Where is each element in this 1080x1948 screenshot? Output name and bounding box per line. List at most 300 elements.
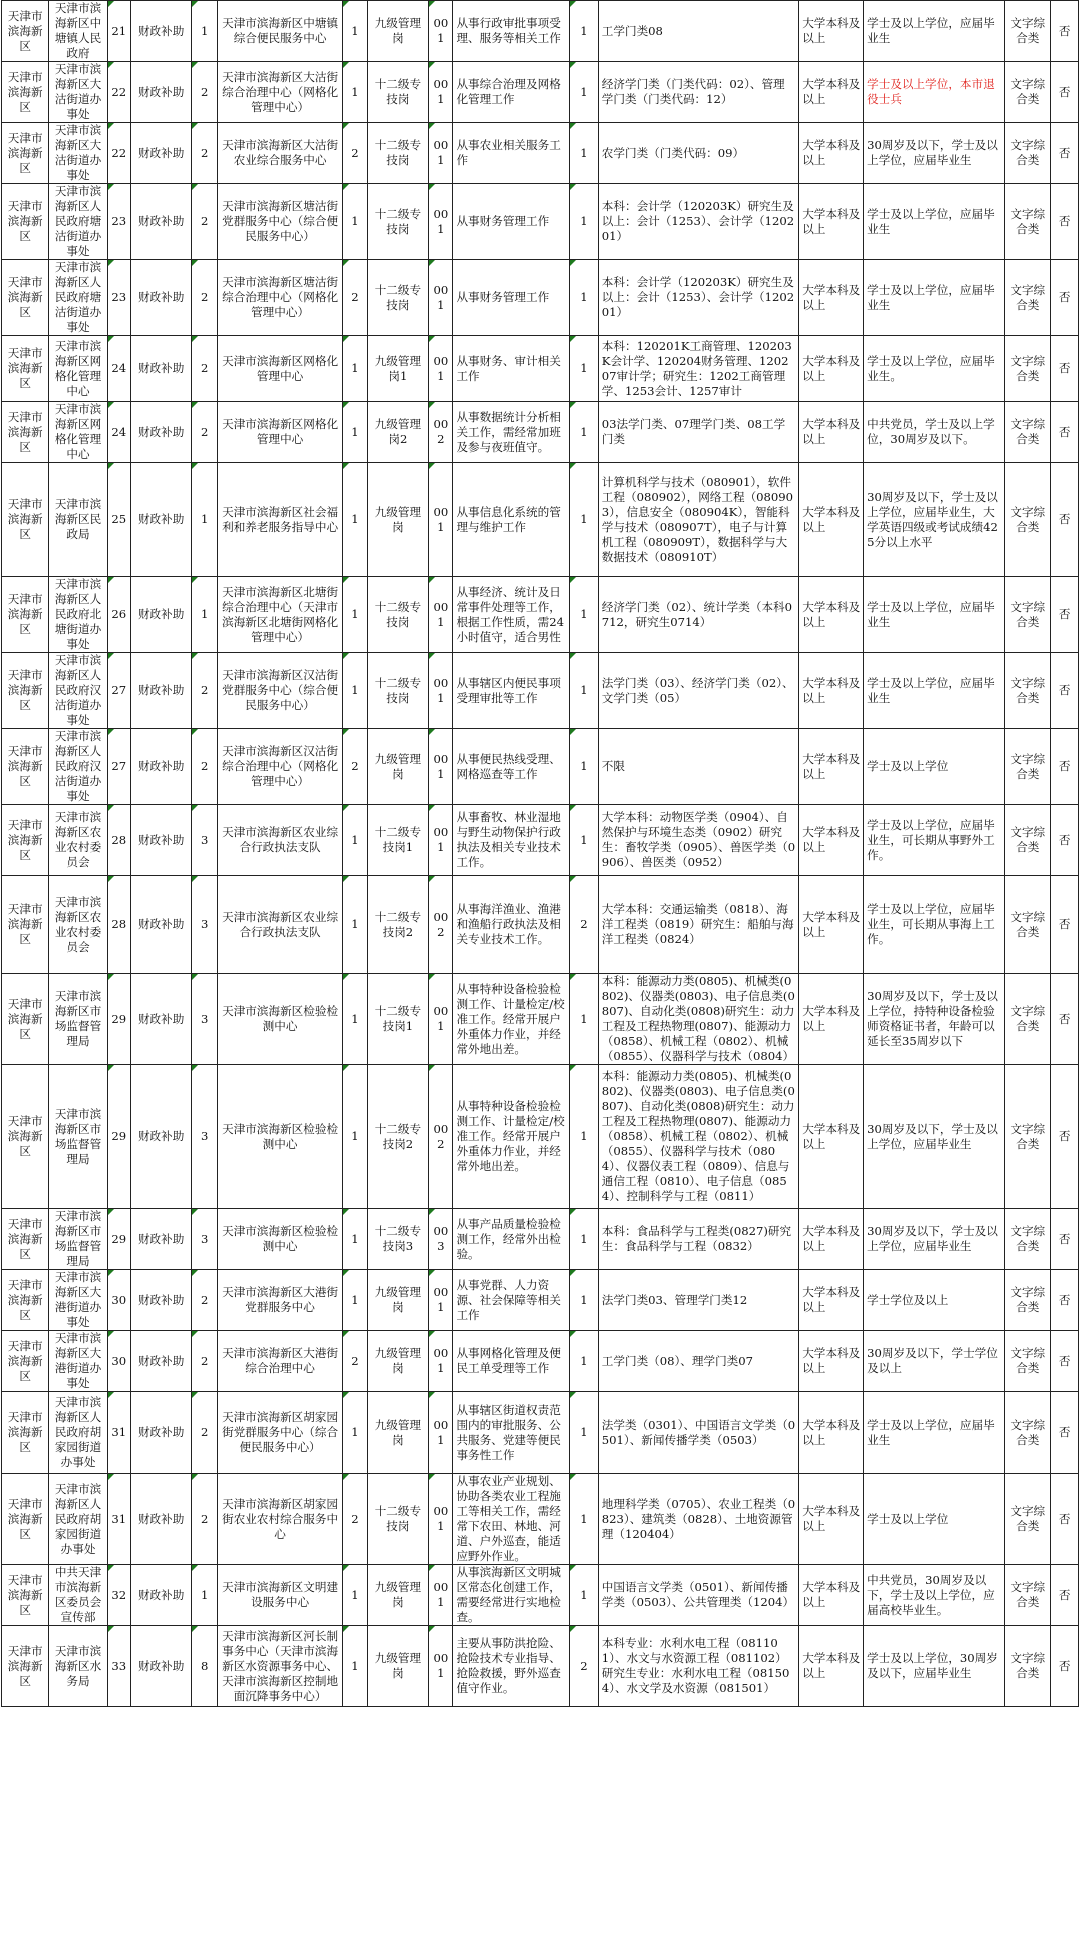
position-cell: 九级管理岗2: [367, 402, 429, 463]
unit-name-cell: 天津市滨海新区网格化管理中心: [217, 336, 343, 402]
department-code-cell: 26: [107, 577, 130, 653]
table-row: [2, 123, 1079, 184]
education-cell: 大学本科及以上: [799, 729, 864, 805]
position-code-cell: 001: [429, 123, 453, 184]
funding-cell: 财政补助: [130, 1474, 192, 1565]
headcount-cell: 1: [570, 402, 599, 463]
exam-category-cell: 文字综合类: [1005, 876, 1051, 974]
department-cell: 天津市滨海新区网格化管理中心: [49, 402, 107, 463]
position-code-cell: 001: [429, 1626, 453, 1707]
requirements-cell: 中共党员，30周岁及以下，学士及以上学位，应届高校毕业生。: [864, 1565, 1005, 1626]
department-cell: 天津市滨海新区民政局: [49, 463, 107, 577]
unit-name-cell: 天津市滨海新区中塘镇综合便民服务中心: [217, 1, 343, 62]
position-code-cell: 001: [429, 1331, 453, 1392]
department-cell: 天津市滨海新区水务局: [49, 1626, 107, 1707]
exam-category-cell: 文字综合类: [1005, 123, 1051, 184]
funding-cell: 财政补助: [130, 123, 192, 184]
major-cell: 本科：食品科学与工程类(0827)研究生：食品科学与工程（0832）: [598, 1209, 798, 1270]
unit-name-cell: 天津市滨海新区文明建设服务中心: [217, 1565, 343, 1626]
funding-cell: 财政补助: [130, 1, 192, 62]
position-cell: 九级管理岗1: [367, 336, 429, 402]
requirements-cell: 30周岁及以下，学士及以上学位，应届毕业生: [864, 123, 1005, 184]
duties-cell: 从事网格化管理及便民工单受理等工作: [453, 1331, 570, 1392]
department-code-cell: 28: [107, 805, 130, 876]
position-code-cell: 001: [429, 336, 453, 402]
requirements-cell: 学士及以上学位: [864, 1474, 1005, 1565]
education-cell: 大学本科及以上: [799, 805, 864, 876]
region-cell: 天津市滨海新区: [2, 1626, 49, 1707]
funding-cell: 财政补助: [130, 336, 192, 402]
funding-cell: 财政补助: [130, 62, 192, 123]
major-cell: 经济学门类（门类代码：02）、管理学门类（门类代码：12）: [598, 62, 798, 123]
funding-cell: 财政补助: [130, 577, 192, 653]
position-cell: 十二级专技岗: [367, 577, 429, 653]
department-code-cell: 29: [107, 974, 130, 1065]
department-code-cell: 29: [107, 1065, 130, 1209]
region-cell: 天津市滨海新区: [2, 805, 49, 876]
flag-cell: 否: [1051, 62, 1079, 123]
unit-seq-cell: 1: [343, 805, 367, 876]
department-cell: 天津市滨海新区人民政府汉沽街道办事处: [49, 729, 107, 805]
unit-name-cell: 天津市滨海新区大沽街综合治理中心（网格化管理中心）: [217, 62, 343, 123]
exam-category-cell: 文字综合类: [1005, 805, 1051, 876]
duties-cell: 从事海洋渔业、渔港和渔船行政执法及相关专业技术工作。: [453, 876, 570, 974]
position-cell: 十二级专技岗3: [367, 1209, 429, 1270]
unit-name-cell: 天津市滨海新区胡家园街党群服务中心（综合便民服务中心）: [217, 1392, 343, 1474]
table-row: [2, 1209, 1079, 1270]
unit-name-cell: 天津市滨海新区汉沽街党群服务中心（综合便民服务中心）: [217, 653, 343, 729]
department-cell: 天津市滨海新区人民政府塘沽街道办事处: [49, 260, 107, 336]
funding-cell: 财政补助: [130, 1626, 192, 1707]
unit-name-cell: 天津市滨海新区社会福利和养老服务指导中心: [217, 463, 343, 577]
requirements-cell: 30周岁及以下，学士及以上学位，持特种设备检验师资格证书者，年龄可以延长至35周岁以下: [864, 974, 1005, 1065]
unit-name-cell: 天津市滨海新区大沽街农业综合服务中心: [217, 123, 343, 184]
unit-name-cell: 天津市滨海新区网格化管理中心: [217, 402, 343, 463]
region-cell: 天津市滨海新区: [2, 1, 49, 62]
major-cell: 本科：会计学（120203K）研究生及以上：会计（1253）、会计学（120201）: [598, 260, 798, 336]
requirements-cell: 学士及以上学位，应届毕业生，可长期从事海上工作。: [864, 876, 1005, 974]
table-row: [2, 805, 1079, 876]
headcount-cell: 1: [570, 805, 599, 876]
unit-seq-cell: 1: [343, 62, 367, 123]
headcount-cell: 1: [570, 729, 599, 805]
funding-cell: 财政补助: [130, 1565, 192, 1626]
unit-type-cell: 3: [192, 805, 217, 876]
major-cell: 本科：能源动力类(0805)、机械类(0802)、仪器类(0803)、电子信息类(0807)、自动化类(0808)研究生：动力工程及工程热物理(0807)、能源动力（0858）、机械工程（0802）、机械（0855）、仪器科学与技术（0804）、仪器仪表工程（0809）、信息与通信工程（0810）、电子信息（0854）、控制科学与工程（0811）: [598, 1065, 798, 1209]
headcount-cell: 1: [570, 577, 599, 653]
department-cell: 天津市滨海新区大港街道办事处: [49, 1270, 107, 1331]
headcount-cell: 1: [570, 653, 599, 729]
duties-cell: 从事农业产业规划、协助各类农业工程施工等相关工作，需经常下农田、林地、河道、户外巡查，能适应野外作业。: [453, 1474, 570, 1565]
requirements-cell: 30周岁及以下，学士及以上学位，应届毕业生: [864, 1209, 1005, 1270]
unit-name-cell: 天津市滨海新区检验检测中心: [217, 1209, 343, 1270]
unit-seq-cell: 1: [343, 1565, 367, 1626]
education-cell: 大学本科及以上: [799, 1331, 864, 1392]
department-code-cell: 22: [107, 62, 130, 123]
exam-category-cell: 文字综合类: [1005, 1392, 1051, 1474]
department-code-cell: 23: [107, 260, 130, 336]
position-cell: 十二级专技岗2: [367, 1065, 429, 1209]
position-cell: 九级管理岗: [367, 1626, 429, 1707]
table-row: [2, 62, 1079, 123]
position-code-cell: 001: [429, 1392, 453, 1474]
flag-cell: 否: [1051, 805, 1079, 876]
major-cell: 法学门类（03）、经济学门类（02）、文学门类（05）: [598, 653, 798, 729]
unit-type-cell: 3: [192, 1209, 217, 1270]
flag-cell: 否: [1051, 402, 1079, 463]
unit-type-cell: 3: [192, 974, 217, 1065]
recruitment-table: [1, 0, 1079, 1707]
region-cell: 天津市滨海新区: [2, 974, 49, 1065]
unit-type-cell: 1: [192, 577, 217, 653]
region-cell: 天津市滨海新区: [2, 1065, 49, 1209]
education-cell: 大学本科及以上: [799, 1565, 864, 1626]
department-cell: 天津市滨海新区大港街道办事处: [49, 1331, 107, 1392]
major-cell: 计算机科学与技术（080901），软件工程（080902），网络工程（080903），信息安全（080904K），智能科学与技术（080907T），电子与计算机工程（080909T），数据科学与大数据技术（080910T）: [598, 463, 798, 577]
headcount-cell: 1: [570, 184, 599, 260]
requirements-cell: 学士及以上学位，应届毕业生: [864, 184, 1005, 260]
table-row: [2, 184, 1079, 260]
funding-cell: 财政补助: [130, 805, 192, 876]
department-cell: 天津市滨海新区人民政府胡家园街道办事处: [49, 1392, 107, 1474]
table-row: [2, 1065, 1079, 1209]
position-cell: 十二级专技岗: [367, 184, 429, 260]
unit-name-cell: 天津市滨海新区胡家园街农业农村综合服务中心: [217, 1474, 343, 1565]
position-cell: 九级管理岗: [367, 1, 429, 62]
requirements-cell: 中共党员，学士及以上学位，30周岁及以下。: [864, 402, 1005, 463]
flag-cell: 否: [1051, 260, 1079, 336]
flag-cell: 否: [1051, 1565, 1079, 1626]
unit-seq-cell: 1: [343, 1270, 367, 1331]
position-cell: 十二级专技岗1: [367, 974, 429, 1065]
department-cell: 天津市滨海新区市场监督管理局: [49, 1065, 107, 1209]
education-cell: 大学本科及以上: [799, 1626, 864, 1707]
funding-cell: 财政补助: [130, 729, 192, 805]
department-cell: 天津市滨海新区市场监督管理局: [49, 974, 107, 1065]
department-cell: 天津市滨海新区人民政府北塘街道办事处: [49, 577, 107, 653]
region-cell: 天津市滨海新区: [2, 1474, 49, 1565]
duties-cell: 从事产品质量检验检测工作，经常外出检验。: [453, 1209, 570, 1270]
unit-seq-cell: 1: [343, 336, 367, 402]
education-cell: 大学本科及以上: [799, 260, 864, 336]
department-code-cell: 27: [107, 653, 130, 729]
position-code-cell: 001: [429, 1270, 453, 1331]
unit-seq-cell: 1: [343, 974, 367, 1065]
position-cell: 九级管理岗: [367, 729, 429, 805]
position-cell: 十二级专技岗2: [367, 876, 429, 974]
flag-cell: 否: [1051, 974, 1079, 1065]
unit-type-cell: 2: [192, 336, 217, 402]
funding-cell: 财政补助: [130, 1392, 192, 1474]
education-cell: 大学本科及以上: [799, 1209, 864, 1270]
requirements-cell: 学士及以上学位，应届毕业生: [864, 1, 1005, 62]
requirements-cell: 学士及以上学位，应届毕业生: [864, 653, 1005, 729]
education-cell: 大学本科及以上: [799, 184, 864, 260]
position-code-cell: 001: [429, 1565, 453, 1626]
table-row: [2, 336, 1079, 402]
major-cell: 不限: [598, 729, 798, 805]
requirements-cell: 学士及以上学位，应届毕业生: [864, 1392, 1005, 1474]
duties-cell: 主要从事防洪抢险、抢险技术专业指导、抢险救援，野外巡查值守作业。: [453, 1626, 570, 1707]
table-row: [2, 1270, 1079, 1331]
education-cell: 大学本科及以上: [799, 1474, 864, 1565]
position-code-cell: 001: [429, 805, 453, 876]
requirements-cell: 30周岁及以下，学士及以上学位，应届毕业生: [864, 1065, 1005, 1209]
requirements-cell: 学士及以上学位，30周岁及以下，应届毕业生: [864, 1626, 1005, 1707]
table-body: [2, 1, 1079, 1707]
exam-category-cell: 文字综合类: [1005, 1065, 1051, 1209]
funding-cell: 财政补助: [130, 653, 192, 729]
exam-category-cell: 文字综合类: [1005, 1270, 1051, 1331]
education-cell: 大学本科及以上: [799, 1, 864, 62]
duties-cell: 从事特种设备检验检测工作、计量检定/校准工作。经常开展户外重体力作业，并经常外地出差。: [453, 974, 570, 1065]
unit-seq-cell: 1: [343, 1392, 367, 1474]
unit-seq-cell: 1: [343, 577, 367, 653]
requirements-cell: 30周岁及以下，学士学位及以上: [864, 1331, 1005, 1392]
funding-cell: 财政补助: [130, 1270, 192, 1331]
position-cell: 九级管理岗: [367, 1392, 429, 1474]
unit-name-cell: 天津市滨海新区农业综合行政执法支队: [217, 876, 343, 974]
region-cell: 天津市滨海新区: [2, 653, 49, 729]
department-cell: 中共天津市滨海新区委员会宣传部: [49, 1565, 107, 1626]
position-cell: 十二级专技岗: [367, 123, 429, 184]
major-cell: 本科：120201K工商管理、120203K会计学、120204财务管理、120207审计学；研究生：1202工商管理学、1253会计、1257审计: [598, 336, 798, 402]
region-cell: 天津市滨海新区: [2, 1392, 49, 1474]
flag-cell: 否: [1051, 184, 1079, 260]
department-code-cell: 25: [107, 463, 130, 577]
unit-name-cell: 天津市滨海新区汉沽街综合治理中心（网格化管理中心）: [217, 729, 343, 805]
unit-type-cell: 2: [192, 62, 217, 123]
table-row: [2, 1, 1079, 62]
education-cell: 大学本科及以上: [799, 1392, 864, 1474]
department-code-cell: 24: [107, 402, 130, 463]
flag-cell: 否: [1051, 1626, 1079, 1707]
requirements-cell: 学士及以上学位，应届毕业生: [864, 260, 1005, 336]
flag-cell: 否: [1051, 463, 1079, 577]
major-cell: 大学本科：交通运输类（0818）、海洋工程类（0819）研究生：船舶与海洋工程类（0824）: [598, 876, 798, 974]
duties-cell: 从事综合治理及网格化管理工作: [453, 62, 570, 123]
unit-seq-cell: 1: [343, 876, 367, 974]
education-cell: 大学本科及以上: [799, 653, 864, 729]
position-cell: 九级管理岗: [367, 1270, 429, 1331]
position-code-cell: 001: [429, 184, 453, 260]
exam-category-cell: 文字综合类: [1005, 577, 1051, 653]
flag-cell: 否: [1051, 1, 1079, 62]
region-cell: 天津市滨海新区: [2, 1270, 49, 1331]
region-cell: 天津市滨海新区: [2, 260, 49, 336]
region-cell: 天津市滨海新区: [2, 729, 49, 805]
department-code-cell: 27: [107, 729, 130, 805]
duties-cell: 从事经济、统计及日常事件处理等工作，根据工作性质，需24小时值守，适合男性: [453, 577, 570, 653]
exam-category-cell: 文字综合类: [1005, 463, 1051, 577]
department-code-cell: 31: [107, 1474, 130, 1565]
unit-type-cell: 2: [192, 402, 217, 463]
position-code-cell: 002: [429, 1065, 453, 1209]
exam-category-cell: 文字综合类: [1005, 1474, 1051, 1565]
exam-category-cell: 文字综合类: [1005, 184, 1051, 260]
unit-type-cell: 2: [192, 123, 217, 184]
position-code-cell: 001: [429, 1, 453, 62]
duties-cell: 从事特种设备检验检测工作、计量检定/校准工作。经常开展户外重体力作业，并经常外地出差。: [453, 1065, 570, 1209]
table-row: [2, 1626, 1079, 1707]
requirements-cell: 学士及以上学位，应届毕业生: [864, 577, 1005, 653]
education-cell: 大学本科及以上: [799, 876, 864, 974]
funding-cell: 财政补助: [130, 1209, 192, 1270]
unit-name-cell: 天津市滨海新区塘沽街党群服务中心（综合便民服务中心）: [217, 184, 343, 260]
department-code-cell: 21: [107, 1, 130, 62]
position-cell: 十二级专技岗: [367, 260, 429, 336]
unit-type-cell: 2: [192, 184, 217, 260]
position-code-cell: 001: [429, 1474, 453, 1565]
headcount-cell: 2: [570, 876, 599, 974]
flag-cell: 否: [1051, 876, 1079, 974]
headcount-cell: 1: [570, 62, 599, 123]
department-cell: 天津市滨海新区人民政府汉沽街道办事处: [49, 653, 107, 729]
major-cell: 本科专业：水利水电工程（081101）、水文与水资源工程（081102）研究生专业：水利水电工程（081504）、水文学及水资源（081501）: [598, 1626, 798, 1707]
major-cell: 农学门类（门类代码：09）: [598, 123, 798, 184]
duties-cell: 从事数据统计分析相关工作，需经常加班及参与夜班值守。: [453, 402, 570, 463]
position-code-cell: 001: [429, 463, 453, 577]
region-cell: 天津市滨海新区: [2, 62, 49, 123]
department-cell: 天津市滨海新区中塘镇人民政府: [49, 1, 107, 62]
headcount-cell: 1: [570, 463, 599, 577]
region-cell: 天津市滨海新区: [2, 577, 49, 653]
unit-name-cell: 天津市滨海新区检验检测中心: [217, 974, 343, 1065]
education-cell: 大学本科及以上: [799, 123, 864, 184]
major-cell: 法学类（0301）、中国语言文学类（0501）、新闻传播学类（0503）: [598, 1392, 798, 1474]
table-row: [2, 1331, 1079, 1392]
headcount-cell: 1: [570, 336, 599, 402]
flag-cell: 否: [1051, 1331, 1079, 1392]
flag-cell: 否: [1051, 123, 1079, 184]
region-cell: 天津市滨海新区: [2, 463, 49, 577]
duties-cell: 从事财务、审计相关工作: [453, 336, 570, 402]
unit-name-cell: 天津市滨海新区塘沽街综合治理中心（网格化管理中心）: [217, 260, 343, 336]
requirements-cell: 学士及以上学位，应届毕业生。: [864, 336, 1005, 402]
unit-type-cell: 2: [192, 653, 217, 729]
unit-seq-cell: 2: [343, 1331, 367, 1392]
funding-cell: 财政补助: [130, 974, 192, 1065]
position-cell: 九级管理岗: [367, 1565, 429, 1626]
department-code-cell: 30: [107, 1331, 130, 1392]
requirements-cell: 30周岁及以下，学士及以上学位，应届毕业生，大学英语四级或考试成绩425分以上水平: [864, 463, 1005, 577]
duties-cell: 从事辖区内便民事项受理审批等工作: [453, 653, 570, 729]
unit-type-cell: 1: [192, 1565, 217, 1626]
exam-category-cell: 文字综合类: [1005, 1, 1051, 62]
exam-category-cell: 文字综合类: [1005, 1209, 1051, 1270]
unit-type-cell: 3: [192, 876, 217, 974]
region-cell: 天津市滨海新区: [2, 123, 49, 184]
flag-cell: 否: [1051, 729, 1079, 805]
flag-cell: 否: [1051, 1209, 1079, 1270]
duties-cell: 从事滨海新区文明城区常态化创建工作，需要经常进行实地检查。: [453, 1565, 570, 1626]
requirements-cell: 学士及以上学位: [864, 729, 1005, 805]
funding-cell: 财政补助: [130, 463, 192, 577]
department-code-cell: 28: [107, 876, 130, 974]
exam-category-cell: 文字综合类: [1005, 402, 1051, 463]
major-cell: 本科：会计学（120203K）研究生及以上：会计（1253）、会计学（120201）: [598, 184, 798, 260]
position-cell: 九级管理岗: [367, 463, 429, 577]
duties-cell: 从事便民热线受理、网格巡查等工作: [453, 729, 570, 805]
unit-name-cell: 天津市滨海新区河长制事务中心（天津市滨海新区水资源事务中心、天津市滨海新区控制地面沉降事务中心）: [217, 1626, 343, 1707]
unit-type-cell: 2: [192, 1270, 217, 1331]
unit-type-cell: 8: [192, 1626, 217, 1707]
position-code-cell: 001: [429, 260, 453, 336]
major-cell: 工学门类08: [598, 1, 798, 62]
unit-name-cell: 天津市滨海新区检验检测中心: [217, 1065, 343, 1209]
education-cell: 大学本科及以上: [799, 974, 864, 1065]
exam-category-cell: 文字综合类: [1005, 62, 1051, 123]
unit-type-cell: 2: [192, 1392, 217, 1474]
headcount-cell: 1: [570, 1392, 599, 1474]
exam-category-cell: 文字综合类: [1005, 974, 1051, 1065]
requirements-cell: 学士及以上学位，本市退役士兵: [864, 62, 1005, 123]
duties-cell: 从事信息化系统的管理与维护工作: [453, 463, 570, 577]
unit-seq-cell: 1: [343, 1, 367, 62]
unit-seq-cell: 2: [343, 729, 367, 805]
region-cell: 天津市滨海新区: [2, 184, 49, 260]
flag-cell: 否: [1051, 1392, 1079, 1474]
position-code-cell: 001: [429, 653, 453, 729]
duties-cell: 从事辖区街道权责范围内的审批服务、公共服务、党建等便民事务性工作: [453, 1392, 570, 1474]
unit-type-cell: 2: [192, 1474, 217, 1565]
flag-cell: 否: [1051, 336, 1079, 402]
major-cell: 大学本科：动物医学类（0904）、自然保护与环境生态类（0902）研究生：畜牧学类（0905）、兽医学类（0906）、兽医类（0952）: [598, 805, 798, 876]
table-row: [2, 463, 1079, 577]
unit-name-cell: 天津市滨海新区大港街党群服务中心: [217, 1270, 343, 1331]
unit-seq-cell: 1: [343, 463, 367, 577]
requirements-cell: 学士及以上学位，应届毕业生，可长期从事野外工作。: [864, 805, 1005, 876]
unit-seq-cell: 2: [343, 260, 367, 336]
headcount-cell: 1: [570, 1065, 599, 1209]
position-cell: 十二级专技岗: [367, 62, 429, 123]
unit-name-cell: 天津市滨海新区农业综合行政执法支队: [217, 805, 343, 876]
department-code-cell: 22: [107, 123, 130, 184]
exam-category-cell: 文字综合类: [1005, 729, 1051, 805]
department-code-cell: 29: [107, 1209, 130, 1270]
unit-seq-cell: 1: [343, 184, 367, 260]
education-cell: 大学本科及以上: [799, 62, 864, 123]
unit-type-cell: 1: [192, 1, 217, 62]
table-row: [2, 1565, 1079, 1626]
major-cell: 本科：能源动力类(0805)、机械类(0802)、仪器类(0803)、电子信息类(0807)、自动化类(0808)研究生：动力工程及工程热物理(0807)、能源动力（0858）、机械工程（0802）、机械（0855）、仪器科学与技术（0804）: [598, 974, 798, 1065]
position-cell: 十二级专技岗: [367, 653, 429, 729]
department-code-cell: 33: [107, 1626, 130, 1707]
duties-cell: 从事畜牧、林业湿地与野生动物保护行政执法及相关专业技术工作。: [453, 805, 570, 876]
major-cell: 中国语言文学类（0501）、新闻传播学类（0503）、公共管理类（1204）: [598, 1565, 798, 1626]
major-cell: 法学门类03、管理学门类12: [598, 1270, 798, 1331]
headcount-cell: 1: [570, 123, 599, 184]
region-cell: 天津市滨海新区: [2, 876, 49, 974]
headcount-cell: 1: [570, 1474, 599, 1565]
funding-cell: 财政补助: [130, 184, 192, 260]
exam-category-cell: 文字综合类: [1005, 1626, 1051, 1707]
headcount-cell: 1: [570, 1209, 599, 1270]
position-code-cell: 001: [429, 729, 453, 805]
unit-seq-cell: 1: [343, 653, 367, 729]
funding-cell: 财政补助: [130, 402, 192, 463]
table-row: [2, 1392, 1079, 1474]
department-code-cell: 31: [107, 1392, 130, 1474]
funding-cell: 财政补助: [130, 876, 192, 974]
unit-seq-cell: 2: [343, 1474, 367, 1565]
table-row: [2, 653, 1079, 729]
unit-name-cell: 天津市滨海新区北塘街综合治理中心（天津市滨海新区北塘街网格化管理中心）: [217, 577, 343, 653]
education-cell: 大学本科及以上: [799, 1270, 864, 1331]
department-cell: 天津市滨海新区农业农村委员会: [49, 876, 107, 974]
exam-category-cell: 文字综合类: [1005, 1331, 1051, 1392]
department-cell: 天津市滨海新区大沽街道办事处: [49, 123, 107, 184]
